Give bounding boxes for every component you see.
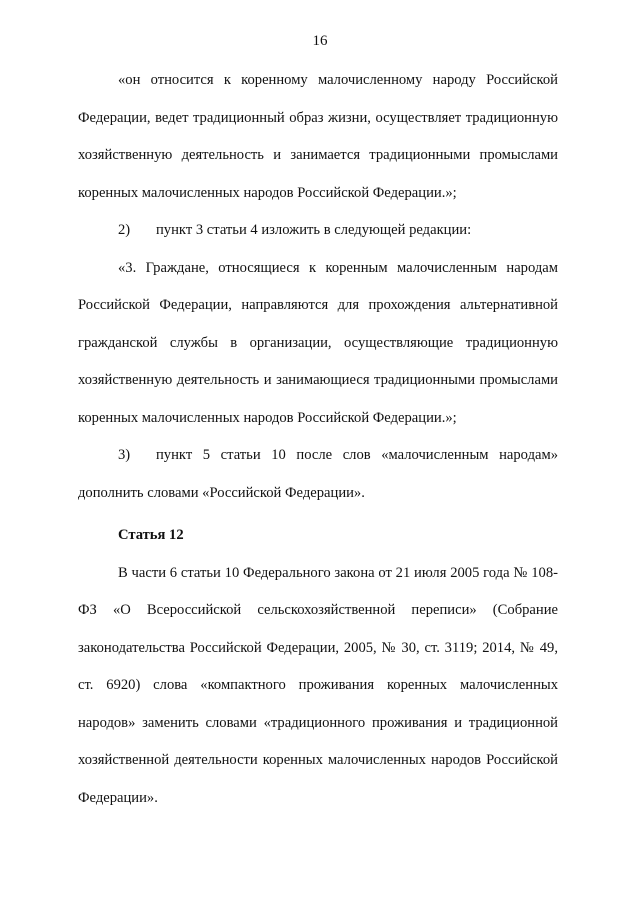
list-item-2-text: пункт 3 статьи 4 изложить в следующей редакции: [156, 222, 472, 238]
list-item-3-text: пункт 5 статьи 10 после слов «малочисленным народам» дополнить словами «Российской Федерации». [78, 447, 558, 501]
page-number: 16 [312, 33, 328, 49]
item-2-quote-paragraph: «3. Граждане, относящиеся к коренным малочисленным народам Российской Федерации, направляются для прохождения альтернативной гражданской службы в организации, осуществляющие традиционную хозяйственную деятельность и занимающиеся традиционными промыслами коренных малочисленных народов Российской Федерации.»; [78, 259, 558, 426]
quote-continuation-paragraph: «он относится к коренному малочисленному народу Российской Федерации, ведет традиционный образ жизни, осуществляет традиционную хозяйственную деятельность и занимается традиционными промыслами коренных малочисленных народов Российской Федерации.»; [78, 72, 558, 201]
list-item-2-number: 2) [118, 222, 131, 238]
list-item-3-number: 3) [118, 447, 131, 463]
list-item-3 [78, 437, 558, 512]
document-body [78, 62, 558, 817]
list-item-2 [78, 212, 558, 250]
article-12-paragraph: В части 6 статьи 10 Федерального закона от 21 июля 2005 года № 108-ФЗ «О Всероссийской сельскохозяйственной переписи» (Собрание законодательства Российской Федерации, 2005, № 30, ст. 3119; 2014, № 49, ст. 6920) слова «компактного проживания коренных малочисленных народов» заменить словами «традиционного проживания и традиционной хозяйственной деятельности коренных малочисленных народов Российской Федерации». [78, 564, 558, 806]
article-12-heading: Статья 12 [118, 527, 184, 543]
